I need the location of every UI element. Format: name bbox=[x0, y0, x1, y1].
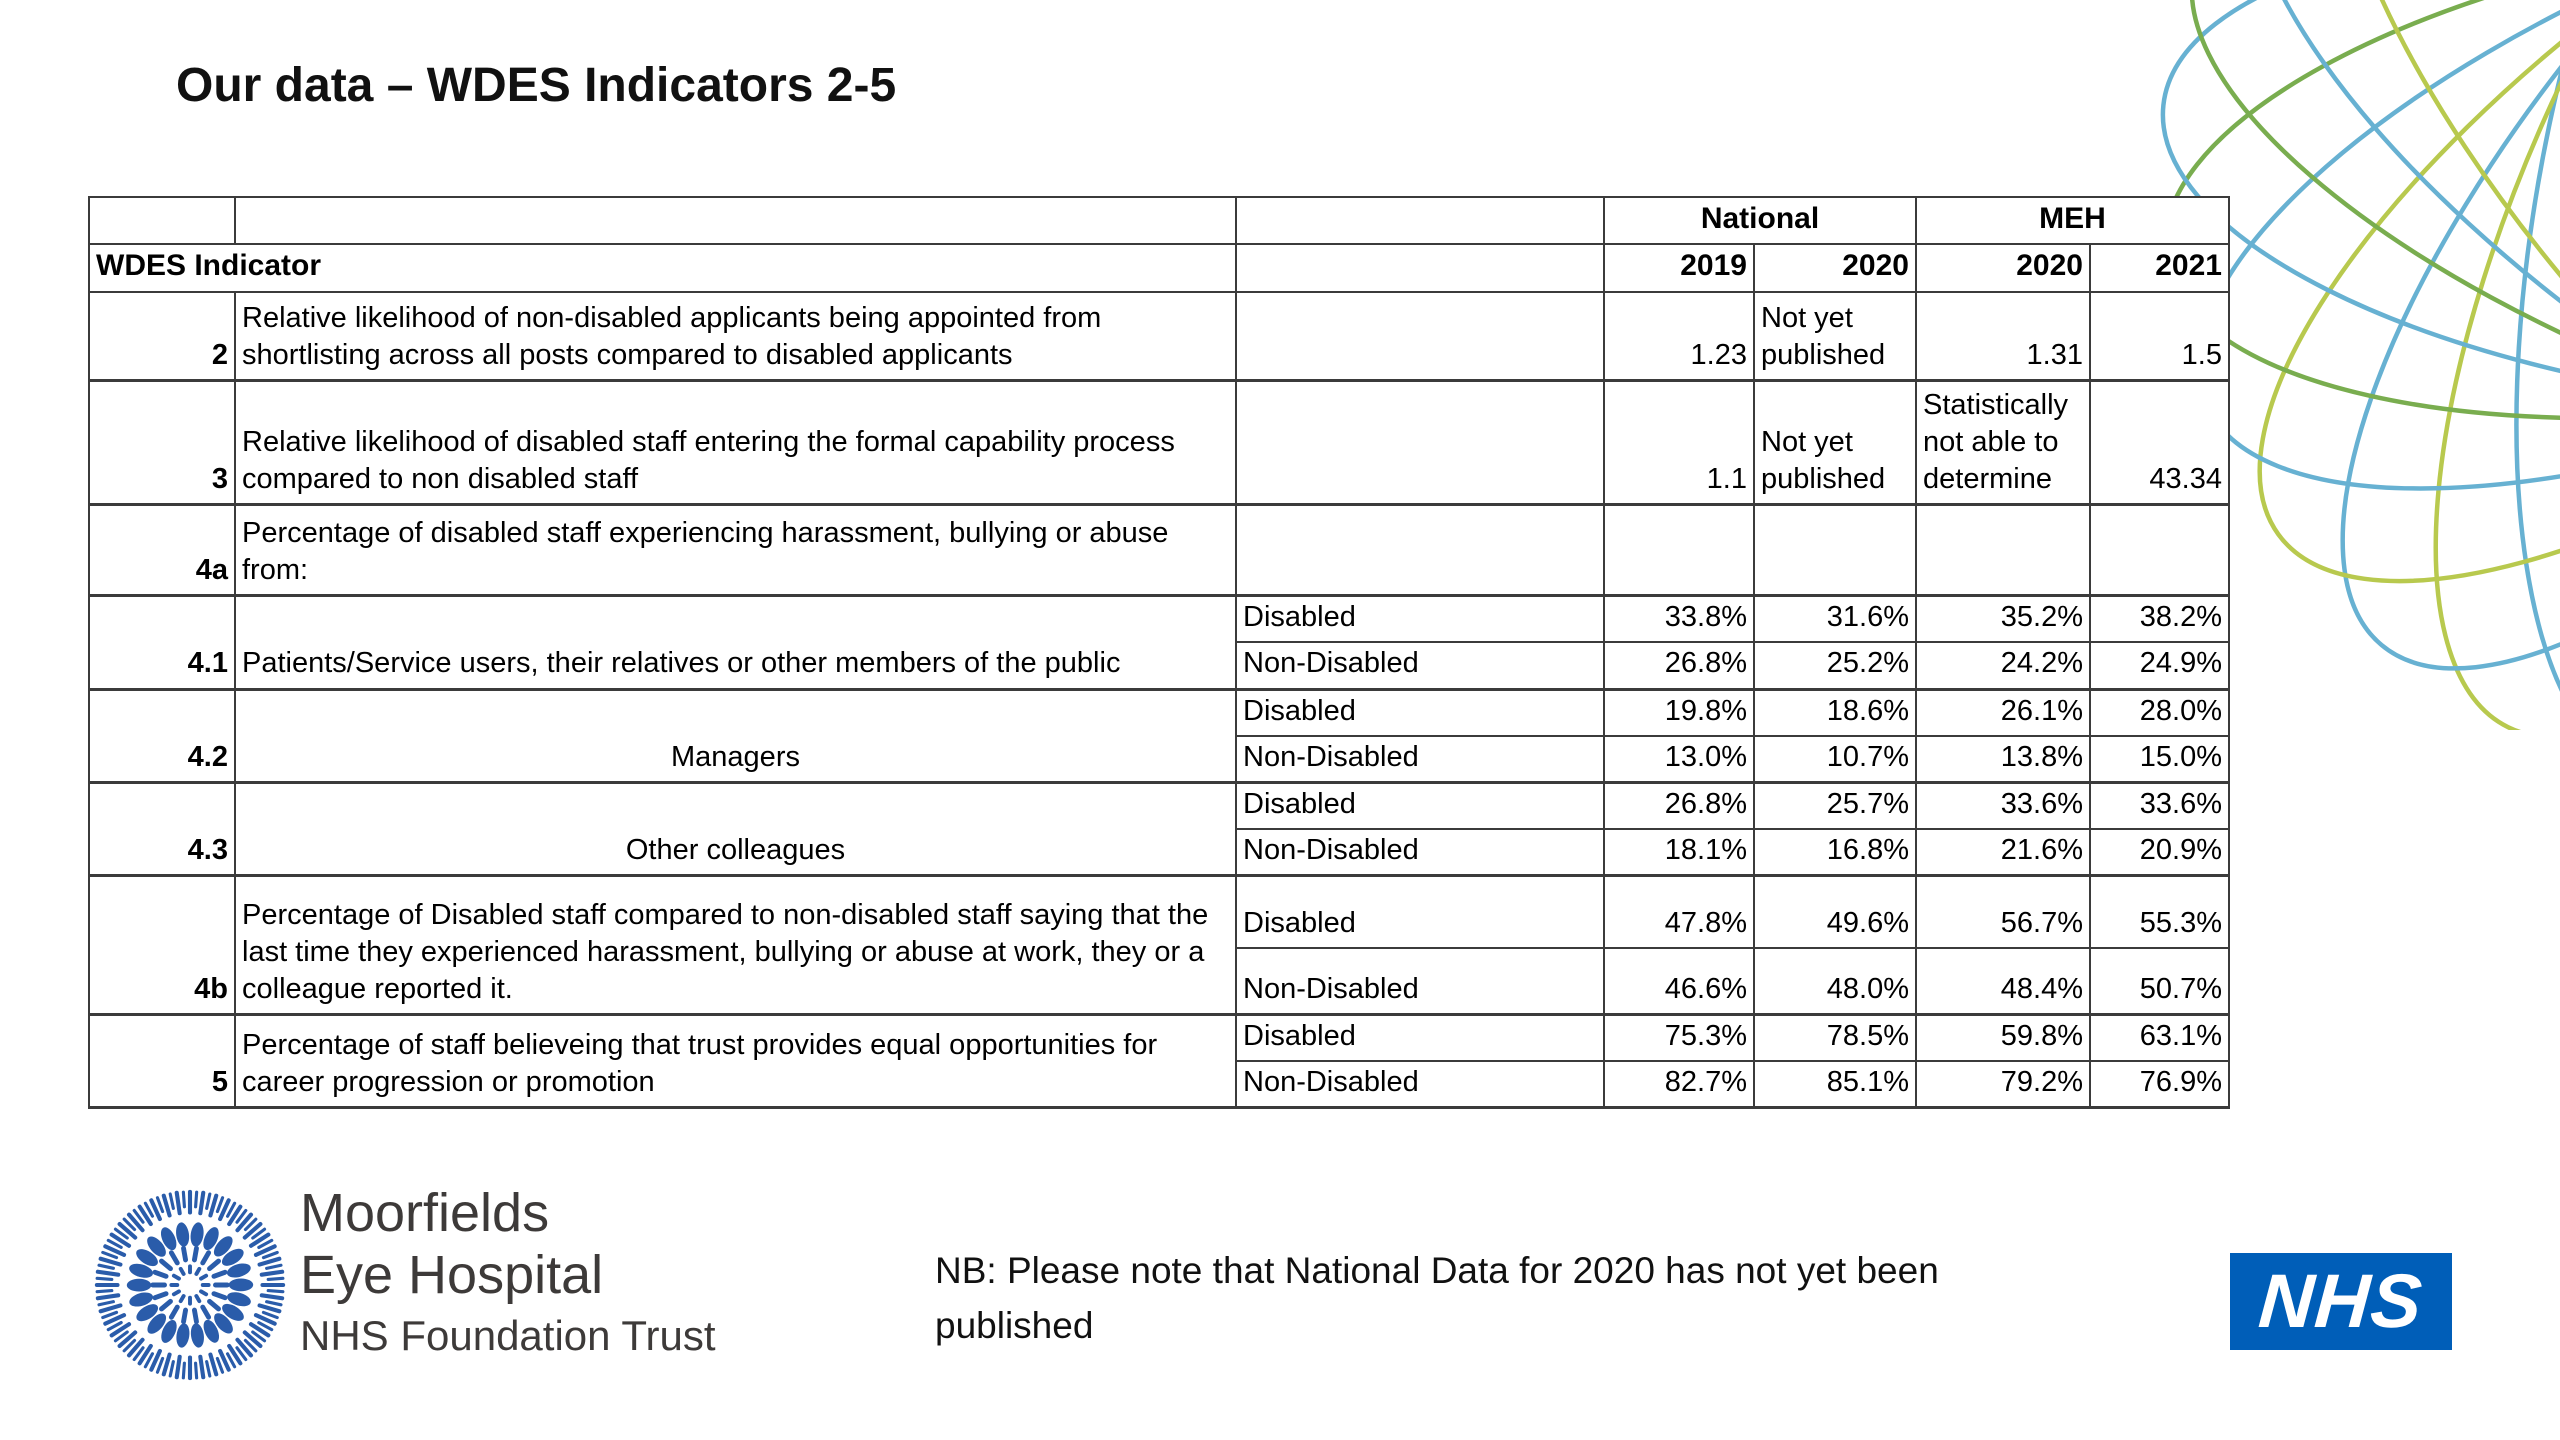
cell-value: 13.0% bbox=[1604, 736, 1754, 783]
cell-value: 25.2% bbox=[1754, 642, 1916, 689]
cell-group-label: Disabled bbox=[1236, 1014, 1604, 1061]
cell-value: 55.3% bbox=[2090, 875, 2229, 948]
cell-group-label bbox=[1236, 381, 1604, 505]
moorfields-logo bbox=[300, 1182, 716, 1362]
cell-value: 18.6% bbox=[1754, 689, 1916, 736]
cell-value: 21.6% bbox=[1916, 829, 2090, 876]
cell-value: 59.8% bbox=[1916, 1014, 2090, 1061]
cell-indicator-description: Patients/Service users, their relatives or other members of the public bbox=[235, 596, 1236, 689]
cell-value: 24.9% bbox=[2090, 642, 2229, 689]
cell-value: 48.0% bbox=[1754, 948, 1916, 1014]
cell-empty bbox=[1236, 197, 1604, 244]
cell-value: 18.1% bbox=[1604, 829, 1754, 876]
table-row bbox=[89, 292, 2229, 381]
cell-value: 15.0% bbox=[2090, 736, 2229, 783]
header-year-national-2019: 2019 bbox=[1604, 244, 1754, 291]
page-title: Our data – WDES Indicators 2-5 bbox=[176, 59, 897, 112]
header-year-national-2020: 2020 bbox=[1754, 244, 1916, 291]
cell-value: 85.1% bbox=[1754, 1061, 1916, 1108]
moorfields-logo-line2: Eye Hospital bbox=[300, 1245, 604, 1305]
cell-indicator-description: Relative likelihood of disabled staff entering the formal capability process compared to non disabled staff bbox=[235, 381, 1236, 505]
cell-indicator-description: Managers bbox=[235, 689, 1236, 782]
cell-value bbox=[2090, 505, 2229, 596]
cell-value: 16.8% bbox=[1754, 829, 1916, 876]
table-row bbox=[89, 782, 2229, 829]
cell-value: 50.7% bbox=[2090, 948, 2229, 1014]
cell-group-label: Disabled bbox=[1236, 596, 1604, 643]
cell-value: 56.7% bbox=[1916, 875, 2090, 948]
table-row bbox=[89, 381, 2229, 505]
cell-value: 31.6% bbox=[1754, 596, 1916, 643]
cell-indicator-number: 4.1 bbox=[89, 596, 235, 689]
cell-indicator-number: 4a bbox=[89, 505, 235, 596]
cell-group-label: Disabled bbox=[1236, 782, 1604, 829]
cell-value: 78.5% bbox=[1754, 1014, 1916, 1061]
cell-value: 63.1% bbox=[2090, 1014, 2229, 1061]
cell-value: Not yet published bbox=[1754, 381, 1916, 505]
cell-empty bbox=[235, 197, 1236, 244]
table-row bbox=[89, 689, 2229, 736]
cell-indicator-number: 4.2 bbox=[89, 689, 235, 782]
cell-value: 20.9% bbox=[2090, 829, 2229, 876]
cell-value: 43.34 bbox=[2090, 381, 2229, 505]
cell-indicator-number: 4.3 bbox=[89, 782, 235, 875]
moorfields-logo-line1: Moorfields bbox=[300, 1183, 550, 1243]
cell-value bbox=[1916, 505, 2090, 596]
cell-value: 13.8% bbox=[1916, 736, 2090, 783]
header-year-meh-2020: 2020 bbox=[1916, 244, 2090, 291]
cell-group-label: Disabled bbox=[1236, 875, 1604, 948]
cell-group-label: Non-Disabled bbox=[1236, 829, 1604, 876]
cell-value: 33.6% bbox=[1916, 782, 2090, 829]
table-row bbox=[89, 596, 2229, 643]
cell-indicator-number: 3 bbox=[89, 381, 235, 505]
note-text: NB: Please note that National Data for 2020 has not yet been published bbox=[935, 1250, 1939, 1346]
cell-group-label: Non-Disabled bbox=[1236, 1061, 1604, 1108]
cell-value: 48.4% bbox=[1916, 948, 2090, 1014]
nhs-logo bbox=[2230, 1253, 2452, 1350]
cell-indicator-description: Percentage of disabled staff experiencing harassment, bullying or abuse from: bbox=[235, 505, 1236, 596]
cell-value: 25.7% bbox=[1754, 782, 1916, 829]
cell-value: Statistically not able to determine bbox=[1916, 381, 2090, 505]
cell-value: 28.0% bbox=[2090, 689, 2229, 736]
cell-value: 33.8% bbox=[1604, 596, 1754, 643]
cell-value: 1.31 bbox=[1916, 292, 2090, 381]
table-row bbox=[89, 505, 2229, 596]
cell-value: 1.23 bbox=[1604, 292, 1754, 381]
cell-indicator-number: 5 bbox=[89, 1014, 235, 1107]
cell-indicator-description: Percentage of Disabled staff compared to non-disabled staff saying that the last time they experienced harassment, bullying or abuse at work, they or a colleague reported it. bbox=[235, 875, 1236, 1014]
cell-indicator-description: Relative likelihood of non-disabled applicants being appointed from shortlisting across all posts compared to disabled applicants bbox=[235, 292, 1236, 381]
cell-value: 49.6% bbox=[1754, 875, 1916, 948]
cell-value: 82.7% bbox=[1604, 1061, 1754, 1108]
cell-value: 26.1% bbox=[1916, 689, 2090, 736]
table-row bbox=[89, 875, 2229, 948]
moorfields-logo-line3: NHS Foundation Trust bbox=[300, 1312, 716, 1359]
header-meh: MEH bbox=[1916, 197, 2229, 244]
cell-value: 75.3% bbox=[1604, 1014, 1754, 1061]
cell-value: 76.9% bbox=[2090, 1061, 2229, 1108]
cell-value: 1.1 bbox=[1604, 381, 1754, 505]
cell-value: Not yet published bbox=[1754, 292, 1916, 381]
cell-value: 35.2% bbox=[1916, 596, 2090, 643]
cell-value: 19.8% bbox=[1604, 689, 1754, 736]
cell-value: 26.8% bbox=[1604, 642, 1754, 689]
cell-value: 26.8% bbox=[1604, 782, 1754, 829]
header-national: National bbox=[1604, 197, 1916, 244]
cell-indicator-number: 2 bbox=[89, 292, 235, 381]
cell-value: 1.5 bbox=[2090, 292, 2229, 381]
nhs-logo-text: NHS bbox=[2256, 1258, 2426, 1344]
header-wdes-indicator: WDES Indicator bbox=[89, 244, 1236, 291]
cell-value: 24.2% bbox=[1916, 642, 2090, 689]
header-year-meh-2021: 2021 bbox=[2090, 244, 2229, 291]
cell-value bbox=[1604, 505, 1754, 596]
cell-value bbox=[1754, 505, 1916, 596]
cell-group-label: Non-Disabled bbox=[1236, 642, 1604, 689]
cell-value: 38.2% bbox=[2090, 596, 2229, 643]
wdes-indicators-table bbox=[88, 196, 2230, 1109]
cell-group-label: Non-Disabled bbox=[1236, 948, 1604, 1014]
cell-value: 10.7% bbox=[1754, 736, 1916, 783]
cell-empty bbox=[89, 197, 235, 244]
moorfields-iris-icon bbox=[92, 1187, 288, 1383]
cell-empty bbox=[1236, 244, 1604, 291]
cell-indicator-number: 4b bbox=[89, 875, 235, 1014]
table-row bbox=[89, 1014, 2229, 1061]
cell-value: 33.6% bbox=[2090, 782, 2229, 829]
cell-group-label: Disabled bbox=[1236, 689, 1604, 736]
cell-indicator-description: Other colleagues bbox=[235, 782, 1236, 875]
cell-value: 47.8% bbox=[1604, 875, 1754, 948]
cell-value: 46.6% bbox=[1604, 948, 1754, 1014]
cell-value: 79.2% bbox=[1916, 1061, 2090, 1108]
cell-group-label: Non-Disabled bbox=[1236, 736, 1604, 783]
cell-indicator-description: Percentage of staff believeing that trust provides equal opportunities for career progression or promotion bbox=[235, 1014, 1236, 1107]
cell-group-label bbox=[1236, 292, 1604, 381]
cell-group-label bbox=[1236, 505, 1604, 596]
